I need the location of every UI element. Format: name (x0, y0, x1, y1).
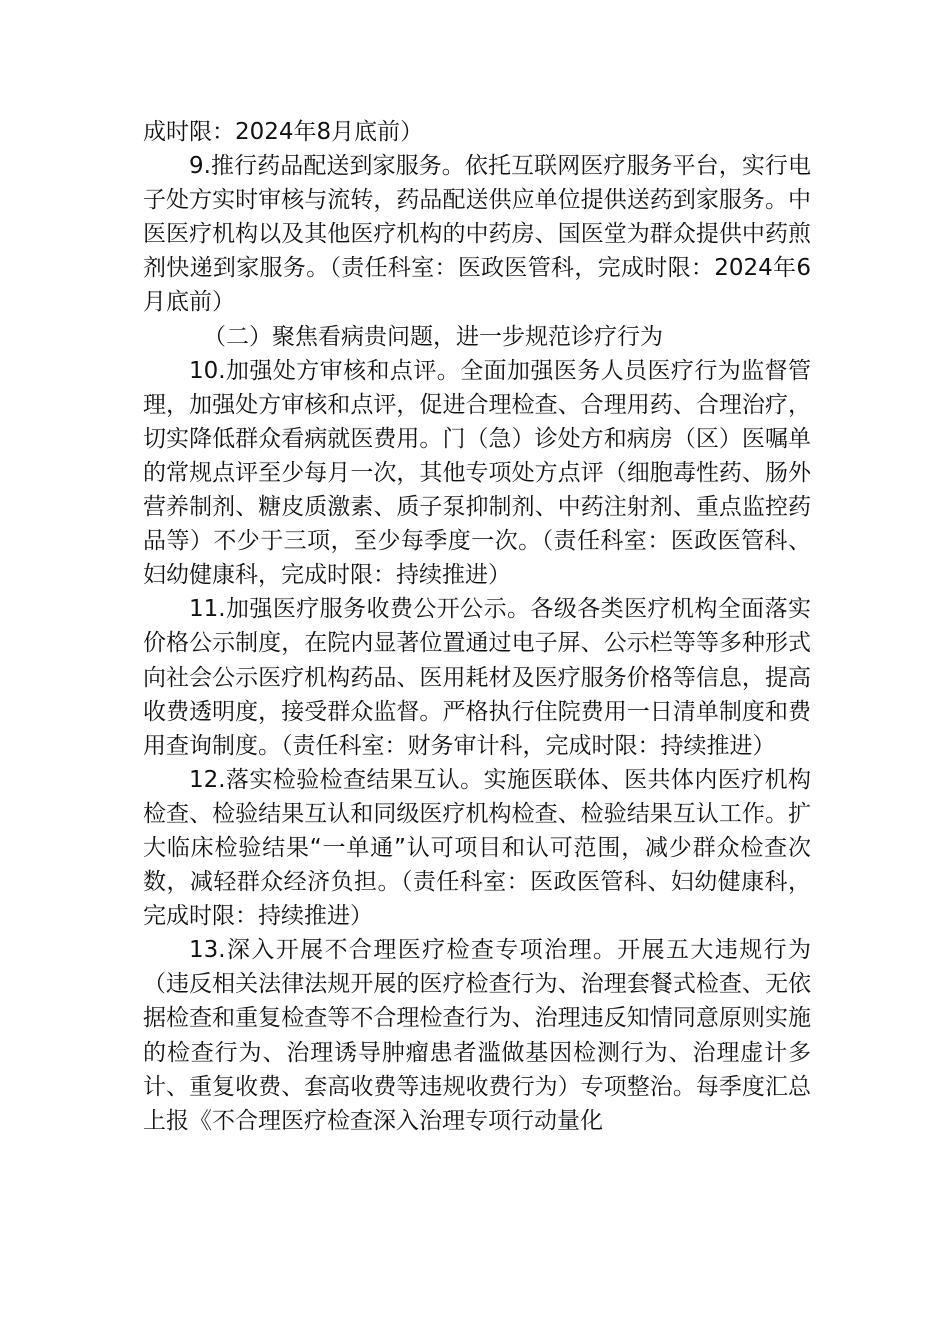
paragraph-item-13: 13.深入开展不合理医疗检查专项治理。开展五大违规行为（违反相关法律法规开展的医疗检查行为、治理套餐式检查、无依据检查和重复检查等不合理检查行为、治理违反知情同意原则实施的检查行为、治理诱导肿瘤患者滥做基因检测行为、治理虚计多计、重复收费、套高收费等违规收费行为）专项整治。每季度汇总上报《不合理医疗检查深入治理专项行动量化 (143, 937, 811, 1134)
paragraph-item-11: 11.加强医疗服务收费公开公示。各级各类医疗机构全面落实价格公示制度，在院内显著位置通过电子屏、公示栏等等多种形式向社会公示医疗机构药品、医用耗材及医疗服务价格等信息，提高收费透明度，接受群众监督。严格执行住院费用一日清单制度和费用查询制度。（责任科室：财务审计科，完成时限：持续推进） (143, 596, 811, 759)
paragraph-item-12: 12.落实检验检查结果互认。实施医联体、医共体内医疗机构检查、检验结果互认和同级医疗机构检查、检验结果互认工作。扩大临床检验结果“一单通”认可项目和认可范围，减少群众检查次数，减轻群众经济负担。（责任科室：医政医管科、妇幼健康科，完成时限：持续推进） (143, 766, 811, 930)
paragraph-item-10: 10.加强处方审核和点评。全面加强医务人员医疗行为监督管理，加强处方审核和点评，促进合理检查、合理用药、合理治疗，切实降低群众看病就医费用。门（急）诊处方和病房（区）医嘱单的常规点评至少每月一次，其他专项处方点评（细胞毒性药、肠外营养制剂、糖皮质激素、质子泵抑制剂、中药注射剂、重点监控药品等）不少于三项，至少每季度一次。（责任科室：医政医管科、妇幼健康科，完成时限：持续推进） (143, 357, 811, 589)
section-heading: （二）聚焦看病贵问题，进一步规范诊疗行为 (203, 323, 663, 350)
paragraph-item-9: 9.推行药品配送到家服务。依托互联网医疗服务平台，实行电子处方实时审核与流转，药品配送供应单位提供送药到家服务。中医医疗机构以及其他医疗机构的中药房、国医堂为群众提供中药煎剂快递到家服务。（责任科室：医政医管科，完成时限：2024年6月底前） (143, 153, 811, 316)
document-body (143, 115, 811, 1138)
paragraph-continuation: 成时限：2024年8月底前） (143, 119, 424, 145)
